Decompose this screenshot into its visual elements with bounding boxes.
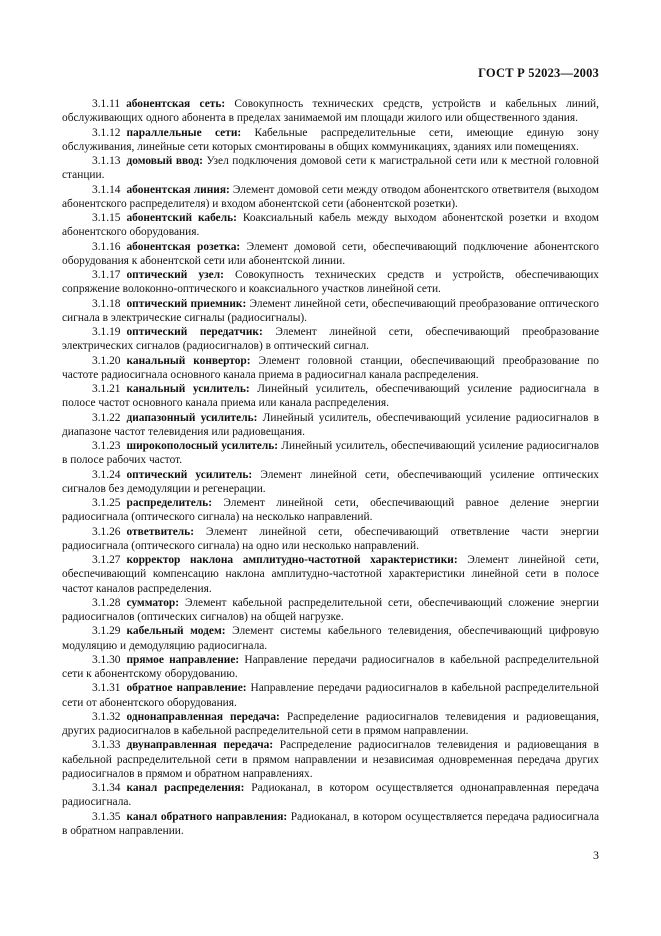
definition-text: Распределение радиосигналов телевидения и радиовещания в кабельной распределительной сети в прямом направлении и независимая одновременная передача других радиосигналов в прямом и обратном направлениях. bbox=[62, 739, 599, 780]
definition-term: диапазонный усилитель: bbox=[126, 411, 258, 424]
definition-number: 3.1.34 bbox=[92, 782, 121, 794]
definition-term: абонентская сеть: bbox=[126, 98, 226, 110]
definition-term: корректор наклона амплитудно-частотной характеристики: bbox=[126, 554, 458, 566]
definition-text: Линейный усилитель, обеспечивающий усиление радиосигналов в полосе рабочих частот. bbox=[62, 440, 599, 467]
definition-number: 3.1.30 bbox=[92, 653, 121, 666]
definition-term: абонентская розетка: bbox=[126, 240, 241, 253]
definition-term: абонентская линия: bbox=[126, 183, 230, 196]
definition-number: 3.1.31 bbox=[92, 682, 121, 695]
definition-number: 3.1.12 bbox=[92, 126, 121, 139]
definition-term: абонентский кабель: bbox=[126, 212, 237, 224]
definition-number: 3.1.14 bbox=[92, 183, 121, 196]
definition-text: Линейный усилитель, обеспечивающий усиление радиосигнала в полосе частот основного канала приема или канала распределения. bbox=[62, 383, 599, 410]
definition-text: Направление передачи радиосигналов в кабельной распределительной сети к абонентскому оборудованию. bbox=[62, 653, 599, 680]
definition-number: 3.1.22 bbox=[92, 411, 121, 424]
definition-term: канальный усилитель: bbox=[126, 383, 250, 395]
definition-text: Направление передачи радиосигналов в кабельной распределительной сети от абонентского оборудования. bbox=[62, 682, 599, 709]
definition-paragraph bbox=[62, 154, 599, 183]
definition-paragraph bbox=[62, 97, 599, 126]
definition-number: 3.1.23 bbox=[92, 440, 121, 452]
definition-term: кабельный модем: bbox=[126, 625, 226, 638]
definition-number: 3.1.32 bbox=[92, 710, 121, 723]
definition-number: 3.1.24 bbox=[92, 468, 121, 481]
definition-term: домовый ввод: bbox=[126, 155, 203, 167]
definition-paragraph bbox=[62, 468, 599, 497]
definition-number: 3.1.16 bbox=[92, 240, 121, 253]
definition-term: канальный конвертор: bbox=[126, 354, 251, 367]
definition-text: Элемент линейной сети, обеспечивающий компенсацию наклона амплитудно-частотной характеристики линейной сети в полосе частот каналов распределения. bbox=[62, 554, 599, 595]
definition-term: широкополосный усилитель: bbox=[126, 440, 279, 452]
definition-number: 3.1.35 bbox=[92, 810, 121, 823]
definition-number: 3.1.26 bbox=[92, 525, 121, 538]
definition-paragraph bbox=[62, 653, 599, 682]
definition-number: 3.1.17 bbox=[92, 269, 121, 281]
definition-number: 3.1.13 bbox=[92, 155, 121, 167]
definition-paragraph bbox=[62, 525, 599, 554]
definition-text: Элемент линейной сети, обеспечивающий усиление оптических сигналов без демодуляции и регенерации. bbox=[62, 468, 600, 495]
definition-text: Узел подключения домовой сети к магистральной сети или к местной головной станции. bbox=[62, 155, 599, 182]
definitions-list bbox=[62, 97, 599, 838]
definition-term: параллельные сети: bbox=[126, 126, 242, 139]
definition-paragraph bbox=[62, 297, 599, 326]
definition-number: 3.1.27 bbox=[92, 554, 121, 566]
definition-term: ответвитель: bbox=[126, 525, 194, 538]
definition-paragraph bbox=[62, 596, 599, 625]
definition-text: Элемент головной станции, обеспечивающий преобразование по частоте радиосигнала основного канала приема в радиосигнал канала распределения. bbox=[62, 354, 600, 381]
definition-number: 3.1.20 bbox=[92, 354, 121, 367]
definition-term: распределитель: bbox=[126, 497, 213, 509]
definition-paragraph bbox=[62, 183, 599, 212]
definition-paragraph bbox=[62, 496, 599, 525]
definition-term: оптический усилитель: bbox=[126, 468, 253, 481]
definition-term: сумматор: bbox=[126, 596, 180, 609]
definition-term: канал распределения: bbox=[126, 782, 245, 794]
definition-paragraph bbox=[62, 553, 599, 596]
definition-paragraph bbox=[62, 781, 599, 810]
definition-number: 3.1.19 bbox=[92, 326, 121, 338]
definition-number: 3.1.33 bbox=[92, 739, 121, 752]
definition-paragraph bbox=[62, 126, 599, 155]
definition-number: 3.1.29 bbox=[92, 625, 121, 638]
definition-paragraph bbox=[62, 738, 599, 781]
definition-number: 3.1.11 bbox=[92, 98, 121, 110]
definition-paragraph bbox=[62, 411, 599, 440]
definition-number: 3.1.28 bbox=[92, 596, 121, 609]
definition-paragraph bbox=[62, 325, 599, 354]
definition-text: Элемент линейной сети, обеспечивающий ответвление части энергии радиосигнала (оптического сигнала) на одно или несколько направлений. bbox=[62, 525, 599, 552]
definition-term: однонаправленная передача: bbox=[126, 710, 280, 723]
definition-paragraph bbox=[62, 354, 599, 383]
definition-paragraph bbox=[62, 810, 599, 839]
definition-term: прямое направление: bbox=[126, 653, 240, 666]
definition-paragraph bbox=[62, 211, 599, 240]
definition-term: обратное направление: bbox=[126, 682, 247, 695]
definition-text: Линейный усилитель, обеспечивающий усиление радиосигналов в диапазоне частот телевидения или радиовещания. bbox=[62, 411, 599, 438]
document-code-header: ГОСТ Р 52023—2003 bbox=[478, 66, 599, 80]
definition-number: 3.1.15 bbox=[92, 212, 121, 224]
definition-text: Элемент линейной сети, обеспечивающий преобразование электрических сигналов (радиосигналов) в оптический сигнал. bbox=[62, 326, 599, 353]
definition-text: Кабельные распределительные сети, имеющие единую зону обслуживания, линейные сети которых смонтированы в общих коммуникациях, зданиях или помещениях. bbox=[62, 126, 599, 153]
definition-text: Элемент линейной сети, обеспечивающий равное деление энергии радиосигнала (оптического сигнала) на несколько направлений. bbox=[62, 497, 599, 524]
definition-text: Коаксиальный кабель между выходом абонентской розетки и входом абонентского оборудования. bbox=[62, 212, 599, 239]
definition-text: Распределение радиосигналов телевидения и радиовещания, других радиосигналов в кабельной распределительной сети в прямом направлении. bbox=[62, 710, 600, 737]
definition-term: двунаправленная передача: bbox=[126, 739, 274, 752]
definition-number: 3.1.25 bbox=[92, 497, 121, 509]
definition-text: Элемент линейной сети, обеспечивающий преобразование оптического сигнала в электрические сигналы (радиосигналы). bbox=[62, 297, 599, 324]
definition-paragraph bbox=[62, 268, 599, 297]
definition-text: Радиоканал, в котором осуществляется однонаправленная передача радиосигнала. bbox=[62, 782, 599, 809]
page-number: 3 bbox=[593, 848, 599, 862]
definition-term: канал обратного направления: bbox=[126, 810, 288, 823]
definition-paragraph bbox=[62, 382, 599, 411]
definition-text: Совокупность технических средств и устройств, обеспечивающих сопряжение волоконно-оптического и коаксиального участков линейной сети. bbox=[62, 269, 599, 296]
definition-paragraph bbox=[62, 624, 599, 653]
definition-paragraph bbox=[62, 439, 599, 468]
definition-term: оптический узел: bbox=[126, 269, 224, 281]
definition-term: оптический передатчик: bbox=[126, 326, 263, 338]
definition-text: Элемент домовой сети, обеспечивающий подключение абонентского оборудования к абонентской сети или абонентской линии. bbox=[62, 240, 599, 267]
definition-paragraph bbox=[62, 681, 599, 710]
definition-number: 3.1.21 bbox=[92, 383, 121, 395]
definition-text: Элемент системы кабельного телевидения, обеспечивающий цифровую модуляцию и демодуляцию радиосигнала. bbox=[62, 625, 599, 652]
definition-text: Элемент кабельной распределительной сети, обеспечивающий сложение энергии радиосигналов (оптических сигналов) на общей нагрузке. bbox=[62, 596, 599, 623]
definition-term: оптический приемник: bbox=[126, 297, 247, 310]
definition-paragraph bbox=[62, 240, 599, 269]
definition-text: Совокупность технических средств, устройств и кабельных линий, обслуживающих одного абонента в пределах занимаемой им площади жилого или общественного здания. bbox=[62, 98, 599, 125]
definition-text: Элемент домовой сети между отводом абонентского ответвителя (выходом абонентского распределителя) и входом абонентской сети (абонентской розетки). bbox=[62, 183, 599, 210]
definition-number: 3.1.18 bbox=[92, 297, 121, 310]
definition-text: Радиоканал, в котором осуществляется передача радиосигнала в обратном направлении. bbox=[62, 810, 599, 837]
definition-paragraph bbox=[62, 710, 599, 739]
